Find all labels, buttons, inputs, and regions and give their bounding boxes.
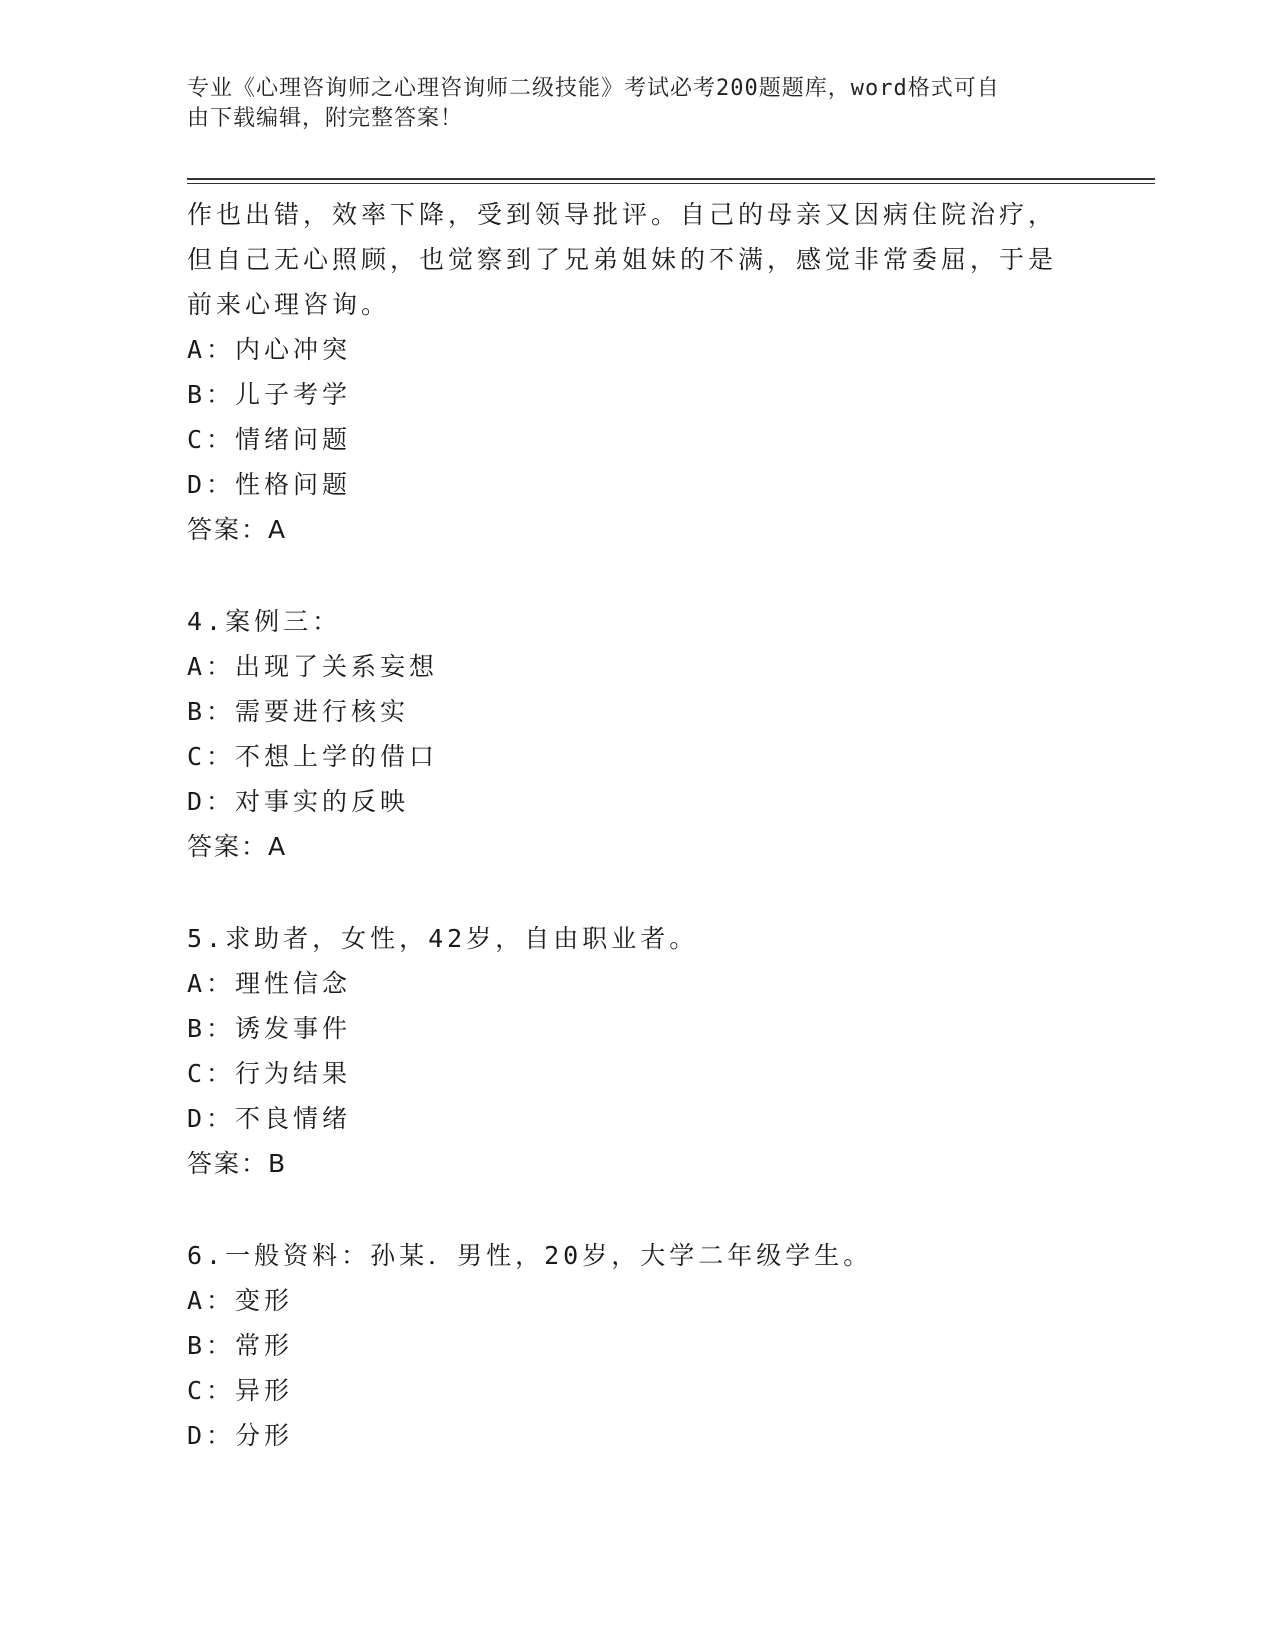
option-c: C：异形 [187, 1376, 294, 1405]
question-3-continuation [187, 192, 1087, 552]
option-c: C：情绪问题 [187, 425, 352, 454]
header-line-2: 由下载编辑，附完整答案！ [187, 106, 464, 131]
question-stem: 6.一般资料：孙某．男性，20岁，大学二年级学生。 [187, 1241, 873, 1270]
question-4 [187, 599, 1087, 869]
option-c: C：行为结果 [187, 1059, 352, 1088]
option-d: D：对事实的反映 [187, 787, 410, 816]
question-6 [187, 1233, 1087, 1458]
stem-line: 前来心理咨询。 [187, 290, 391, 319]
header-line-1: 专业《心理咨询师之心理咨询师二级技能》考试必考200题题库，word格式可自 [187, 76, 1000, 101]
option-a: A：出现了关系妄想 [187, 652, 439, 681]
question-stem: 4.案例三： [187, 607, 342, 636]
option-c: C：不想上学的借口 [187, 742, 439, 771]
question-stem: 5.求助者，女性，42岁，自由职业者。 [187, 924, 699, 953]
document-body [187, 192, 1087, 1458]
option-d: D：不良情绪 [187, 1104, 352, 1133]
stem-line: 作也出错，效率下降，受到领导批评。自己的母亲又因病住院治疗， [187, 200, 1058, 229]
option-b: B：常形 [187, 1331, 294, 1360]
option-b: B：儿子考学 [187, 380, 352, 409]
answer: 答案：B [187, 1149, 288, 1178]
option-b: B：诱发事件 [187, 1014, 352, 1043]
answer: 答案：A [187, 832, 288, 861]
stem-line: 但自己无心照顾，也觉察到了兄弟姐妹的不满，感觉非常委屈，于是 [187, 245, 1058, 274]
question-5 [187, 916, 1087, 1186]
option-b: B：需要进行核实 [187, 697, 410, 726]
option-a: A：理性信念 [187, 969, 352, 998]
answer: 答案：A [187, 515, 288, 544]
header-divider-thick [187, 178, 1155, 180]
option-a: A：内心冲突 [187, 335, 352, 364]
option-d: D：分形 [187, 1421, 294, 1450]
option-a: A：变形 [187, 1286, 294, 1315]
option-d: D：性格问题 [187, 470, 352, 499]
document-header [187, 74, 1067, 134]
header-divider-thin [187, 183, 1155, 184]
